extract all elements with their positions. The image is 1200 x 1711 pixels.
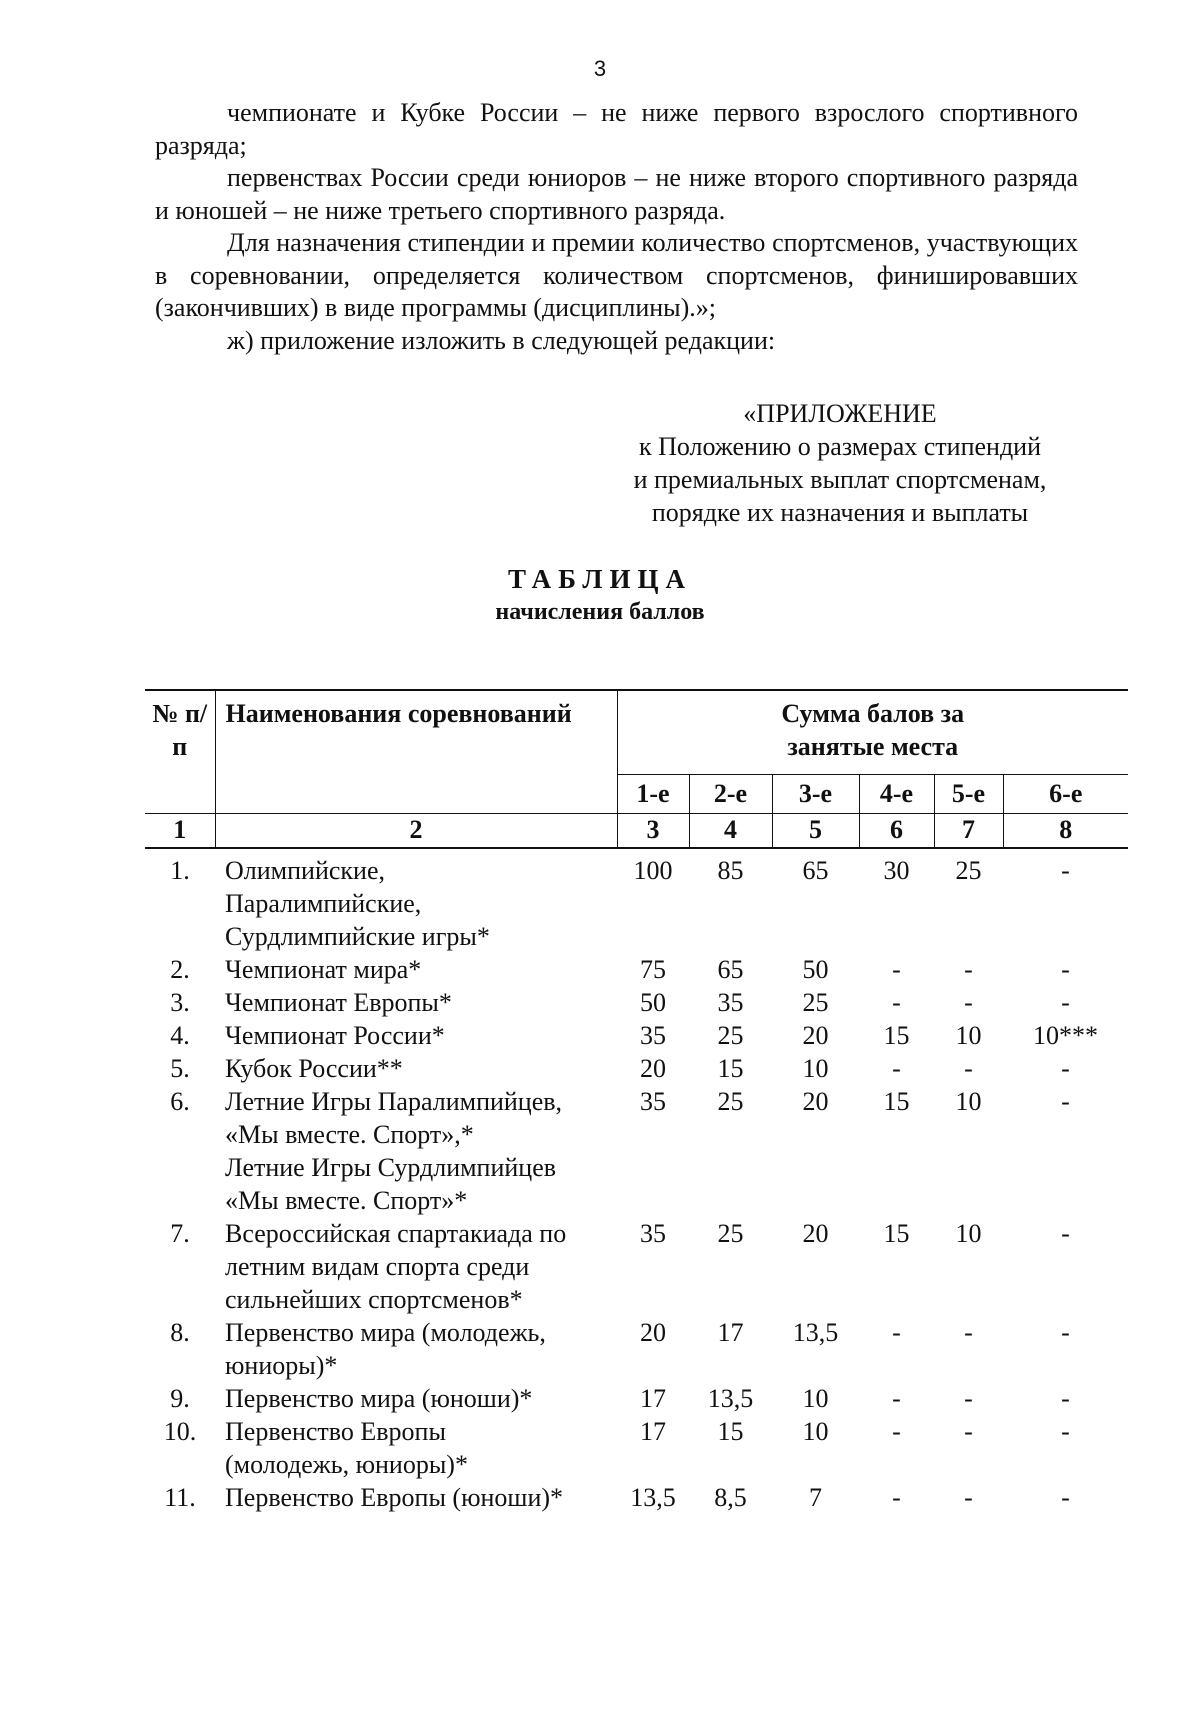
header-place: 2-е xyxy=(689,774,772,813)
table-row xyxy=(145,1415,1128,1481)
competition-name-line: Первенство мира (юноши)* xyxy=(225,1383,533,1413)
column-number: 4 xyxy=(689,813,772,848)
competition-name-line: (молодежь, юниоры)* xyxy=(225,1449,468,1479)
score-value: - xyxy=(964,1383,973,1413)
header-place: 3-е xyxy=(772,774,859,813)
competition-name xyxy=(215,953,617,986)
competition-name-line: сильнейших спортсменов* xyxy=(225,1284,523,1314)
score-value: - xyxy=(964,1053,973,1083)
score-value: - xyxy=(1061,1482,1070,1512)
score-value: 15 xyxy=(883,1020,910,1050)
competition-name-line: Кубок России** xyxy=(225,1053,403,1083)
header-number: № п/п xyxy=(145,690,215,813)
competition-name xyxy=(215,1415,617,1481)
score-value: 25 xyxy=(802,987,829,1017)
row-number: 9. xyxy=(170,1383,190,1413)
body-text xyxy=(155,97,1078,357)
appendix-line: порядке их назначения и выплаты xyxy=(651,498,1029,527)
score-value: 20 xyxy=(640,1317,666,1347)
row-number: 11. xyxy=(164,1482,196,1512)
score-value: - xyxy=(892,1383,901,1413)
score-value: 25 xyxy=(717,1020,744,1050)
table-row xyxy=(145,986,1128,1019)
competition-name-line: летним видам спорта среди xyxy=(225,1251,530,1281)
score-value: 10 xyxy=(802,1053,829,1083)
score-value: 25 xyxy=(717,1218,744,1248)
score-value: - xyxy=(1061,1383,1070,1413)
score-value: 10 xyxy=(955,1086,982,1116)
score-value: 20 xyxy=(802,1086,829,1116)
score-value: 10 xyxy=(802,1416,829,1446)
column-number: 2 xyxy=(215,813,617,848)
score-value: - xyxy=(892,1053,901,1083)
paragraph: ж) приложение изложить в следующей редакции: xyxy=(227,325,776,355)
competition-name xyxy=(215,1316,617,1382)
score-value: 35 xyxy=(640,1218,666,1248)
score-value: 15 xyxy=(717,1416,744,1446)
score-value: 35 xyxy=(640,1086,666,1116)
score-value: 25 xyxy=(955,855,982,885)
table-subtitle: начисления баллов xyxy=(495,599,705,625)
competition-name xyxy=(215,1217,617,1316)
column-number: 8 xyxy=(1003,813,1128,848)
table-row xyxy=(145,1085,1128,1217)
paragraph: чемпионате и Кубке России – не ниже первого взрослого спортивного разряда; xyxy=(155,98,1078,160)
competition-name xyxy=(215,986,617,1019)
competition-name-line: «Мы вместе. Спорт»* xyxy=(225,1185,468,1215)
competition-name-line: Паралимпийские, xyxy=(225,888,422,918)
score-value: - xyxy=(1061,1317,1070,1347)
score-value: - xyxy=(892,954,901,984)
column-number: 1 xyxy=(145,813,215,848)
appendix-title: «ПРИЛОЖЕНИЕ xyxy=(743,399,937,428)
score-value: 8,5 xyxy=(714,1482,747,1512)
score-value: 17 xyxy=(640,1383,666,1413)
score-value: - xyxy=(1061,1053,1070,1083)
appendix-line: к Положению о размерах стипендий xyxy=(638,432,1042,461)
score-value: 50 xyxy=(802,954,829,984)
score-value: 50 xyxy=(640,987,666,1017)
competition-name-line: Первенство Европы (юноши)* xyxy=(225,1482,564,1512)
table-row xyxy=(145,1316,1128,1382)
score-value: 65 xyxy=(802,855,829,885)
table-row xyxy=(145,1052,1128,1085)
score-value: 35 xyxy=(717,987,744,1017)
competition-name xyxy=(215,1481,617,1514)
column-number: 7 xyxy=(934,813,1003,848)
paragraph: первенствах России среди юниоров – не ниже второго спортивного разряда и юношей – не ниже третьего спортивного разряда. xyxy=(155,163,1078,225)
competition-name-line: Первенство мира (молодежь, xyxy=(225,1317,546,1347)
score-value: 17 xyxy=(640,1416,666,1446)
score-value: 20 xyxy=(802,1218,829,1248)
table-row xyxy=(145,953,1128,986)
score-value: 25 xyxy=(717,1086,744,1116)
score-value: 13,5 xyxy=(792,1317,839,1347)
header-name: Наименования соревнований xyxy=(215,690,617,813)
page-number: 3 xyxy=(593,56,607,81)
column-number: 5 xyxy=(772,813,859,848)
column-number: 3 xyxy=(617,813,689,848)
competition-name-line: Чемпионат мира* xyxy=(225,954,422,984)
row-number: 8. xyxy=(170,1317,190,1347)
score-value: 13,5 xyxy=(707,1383,754,1413)
score-value: - xyxy=(964,1317,973,1347)
score-value: - xyxy=(892,1416,901,1446)
table-row xyxy=(145,848,1128,953)
table-row xyxy=(145,1481,1128,1514)
competition-name-line: юниоры)* xyxy=(225,1350,338,1380)
score-value: 10*** xyxy=(1033,1020,1099,1050)
score-value: 85 xyxy=(717,855,744,885)
row-number: 4. xyxy=(170,1020,190,1050)
header-score-group: Сумма балов за занятые места xyxy=(617,690,1128,774)
score-value: - xyxy=(1061,954,1070,984)
column-number: 6 xyxy=(859,813,934,848)
score-value: 10 xyxy=(955,1218,982,1248)
score-value: 30 xyxy=(883,855,910,885)
competition-name-line: Олимпийские, xyxy=(225,855,385,885)
competition-name-line: Чемпионат России* xyxy=(225,1020,445,1050)
row-number: 6. xyxy=(170,1086,190,1116)
score-value: 7 xyxy=(809,1482,822,1512)
competition-name xyxy=(215,1019,617,1052)
row-number: 3. xyxy=(170,987,190,1017)
score-value: - xyxy=(1061,987,1070,1017)
score-value: - xyxy=(1061,1416,1070,1446)
row-number: 5. xyxy=(170,1053,190,1083)
points-table xyxy=(145,689,1128,1514)
score-value: 13,5 xyxy=(630,1482,676,1512)
competition-name-line: Летние Игры Сурдлимпийцев xyxy=(225,1152,557,1182)
competition-name xyxy=(215,1085,617,1217)
paragraph: Для назначения стипендии и премии количество спортсменов, участвующих в соревновании, определяется количеством спортсменов, финишировавших (закончивших) в виде программы (дисциплины).»; xyxy=(155,228,1078,322)
header-place: 6-е xyxy=(1003,774,1128,813)
competition-name xyxy=(215,1382,617,1415)
score-value: - xyxy=(1061,1086,1070,1116)
score-value: - xyxy=(892,987,901,1017)
row-number: 1. xyxy=(170,855,190,885)
table-row xyxy=(145,1019,1128,1052)
table-title: ТАБЛИЦА xyxy=(508,564,692,594)
competition-name-line: Сурдлимпийские игры* xyxy=(225,921,490,951)
score-value: - xyxy=(964,1416,973,1446)
competition-name-line: Чемпионат Европы* xyxy=(225,987,452,1017)
competition-name-line: Первенство Европы xyxy=(225,1416,446,1446)
table-row xyxy=(145,1382,1128,1415)
appendix-heading xyxy=(560,397,1120,529)
header-place: 4-е xyxy=(859,774,934,813)
competition-name-line: Всероссийская спартакиада по xyxy=(225,1218,567,1248)
score-value: 10 xyxy=(955,1020,982,1050)
score-value: - xyxy=(892,1317,901,1347)
score-value: 20 xyxy=(802,1020,829,1050)
competition-name-line: «Мы вместе. Спорт»,* xyxy=(225,1119,474,1149)
header-place: 5-е xyxy=(934,774,1003,813)
row-number: 2. xyxy=(170,954,190,984)
score-value: - xyxy=(964,987,973,1017)
table-heading xyxy=(0,562,1200,628)
competition-name xyxy=(215,848,617,953)
score-value: - xyxy=(964,1482,973,1512)
score-value: 35 xyxy=(640,1020,666,1050)
score-value: 75 xyxy=(640,954,666,984)
appendix-line: и премиальных выплат спортсменам, xyxy=(633,465,1047,494)
score-value: 65 xyxy=(717,954,744,984)
score-value: - xyxy=(892,1482,901,1512)
score-value: - xyxy=(1061,855,1070,885)
score-value: 15 xyxy=(717,1053,744,1083)
score-value: 10 xyxy=(802,1383,829,1413)
row-number: 7. xyxy=(170,1218,190,1248)
score-value: 17 xyxy=(717,1317,744,1347)
score-value: 100 xyxy=(633,855,673,885)
competition-name-line: Летние Игры Паралимпийцев, xyxy=(225,1086,563,1116)
table-row xyxy=(145,1217,1128,1316)
score-value: - xyxy=(1061,1218,1070,1248)
score-value: 15 xyxy=(883,1086,910,1116)
score-value: 20 xyxy=(640,1053,666,1083)
competition-name xyxy=(215,1052,617,1085)
row-number: 10. xyxy=(163,1416,197,1446)
header-place: 1-е xyxy=(617,774,689,813)
score-value: - xyxy=(964,954,973,984)
score-value: 15 xyxy=(883,1218,910,1248)
